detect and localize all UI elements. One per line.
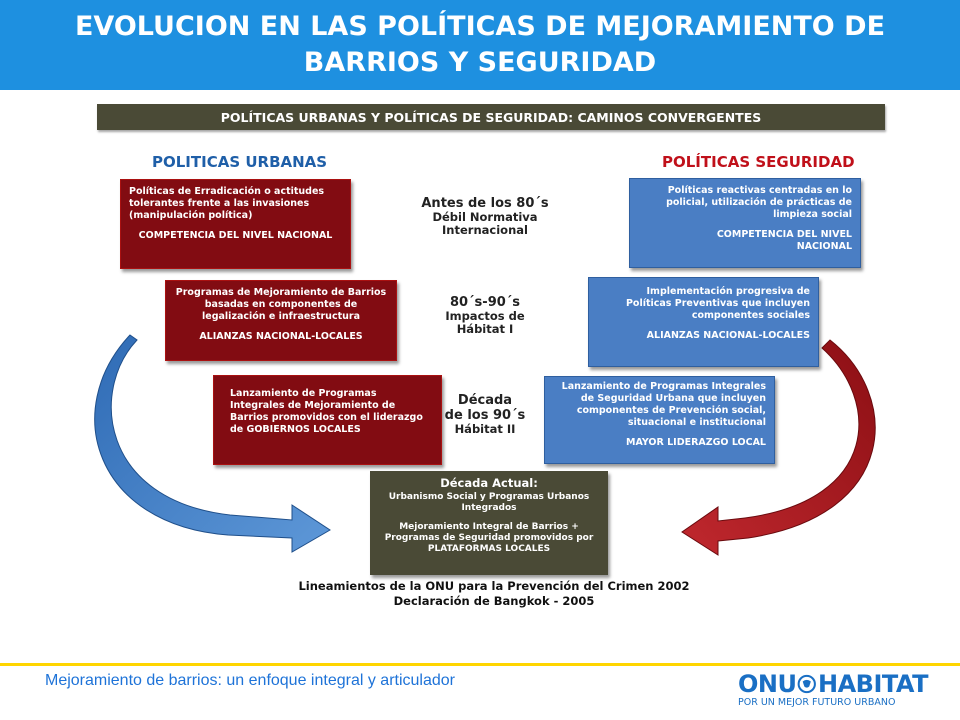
urban-box-2-sub: ALIANZAS NACIONAL-LOCALES (199, 331, 363, 342)
onu-line1: Lineamientos de la ONU para la Prevención del Crimen 2002 (298, 579, 690, 593)
security-box-2-sub: ALIANZAS NACIONAL-LOCALES (646, 330, 810, 341)
urban-box-2 (165, 280, 397, 361)
security-box-2-text: Implementación progresiva de Políticas Preventivas que incluyen componentes sociales (625, 286, 810, 321)
security-policies-title: POLÍTICAS SEGURIDAD (662, 153, 855, 171)
security-box-3-text: Lanzamiento de Programas Integrales de Seguridad Urbana que incluyen componentes de Prevención social, situacional e institucional (561, 381, 766, 428)
security-box-2 (588, 277, 819, 367)
urban-policies-title: POLITICAS URBANAS (152, 153, 328, 171)
onu-habitat-logo (738, 670, 928, 708)
urban-box-1-sub: COMPETENCIA DEL NIVEL NACIONAL (138, 230, 333, 241)
security-box-3 (544, 376, 775, 464)
period-1-line1: Antes de los 80´s (421, 196, 549, 211)
period-label-3 (410, 393, 560, 436)
footer-text: Mejoramiento de barrios: un enfoque integral y articulador (44, 672, 455, 689)
security-box-1-text: Políticas reactivas centradas en lo policial, utilización de prácticas de limpieza social (666, 185, 852, 220)
period-2-line1: 80´s-90´s (449, 295, 521, 310)
globe-icon (797, 672, 817, 696)
logo-right-text: HABITAT (818, 670, 928, 698)
urban-box-1-text: Políticas de Erradicación o actitudes tolerantes frente a las invasiones (manipulación política) (129, 186, 325, 221)
current-decade-box (370, 471, 608, 575)
current-decade-detail: Mejoramiento Integral de Barrios + Programas de Seguridad promovidos por PLATAFORMAS LOCALES (384, 522, 594, 554)
period-2-line3: Hábitat I (456, 322, 514, 336)
logo-left-text: ONU (738, 670, 797, 698)
period-3-line2: de los 90´s (444, 408, 526, 423)
period-3-line3: Hábitat II (454, 422, 516, 436)
urban-box-3 (213, 375, 442, 465)
security-box-1-sub: COMPETENCIA DEL NIVEL NACIONAL (716, 229, 852, 252)
current-decade-subtitle: Urbanismo Social y Programas Urbanos Integrados (388, 492, 590, 513)
logo-tagline: POR UN MEJOR FUTURO URBANO (738, 697, 896, 708)
security-box-1 (629, 178, 861, 268)
onu-line2: Declaración de Bangkok - 2005 (393, 594, 595, 608)
period-1-line3: Internacional (442, 223, 528, 237)
period-3-line1: Década (457, 393, 513, 408)
current-decade-title: Década Actual: (440, 476, 538, 490)
page-title: EVOLUCION EN LAS POLÍTICAS DE MEJORAMIENTO DE BARRIOS Y SEGURIDAD (74, 11, 886, 78)
urban-box-3-text: Lanzamiento de Programas Integrales de Mejoramiento de Barrios promovidos con el liderazgo de GOBIERNOS LOCALES (230, 388, 423, 435)
banner: POLÍTICAS URBANAS Y POLÍTICAS DE SEGURIDAD: CAMINOS CONVERGENTES (97, 104, 885, 130)
period-label-1 (410, 196, 560, 237)
period-2-line2: Impactos de (445, 309, 525, 323)
footer-divider (0, 663, 960, 666)
urban-box-1 (120, 179, 351, 269)
period-1-line2: Débil Normativa (432, 210, 538, 224)
onu-guidelines (294, 579, 694, 609)
security-box-3-sub: MAYOR LIDERAZGO LOCAL (625, 437, 766, 448)
urban-box-2-text: Programas de Mejoramiento de Barrios basadas en componentes de legalización e infraestructura (175, 287, 387, 322)
period-label-2 (410, 295, 560, 336)
